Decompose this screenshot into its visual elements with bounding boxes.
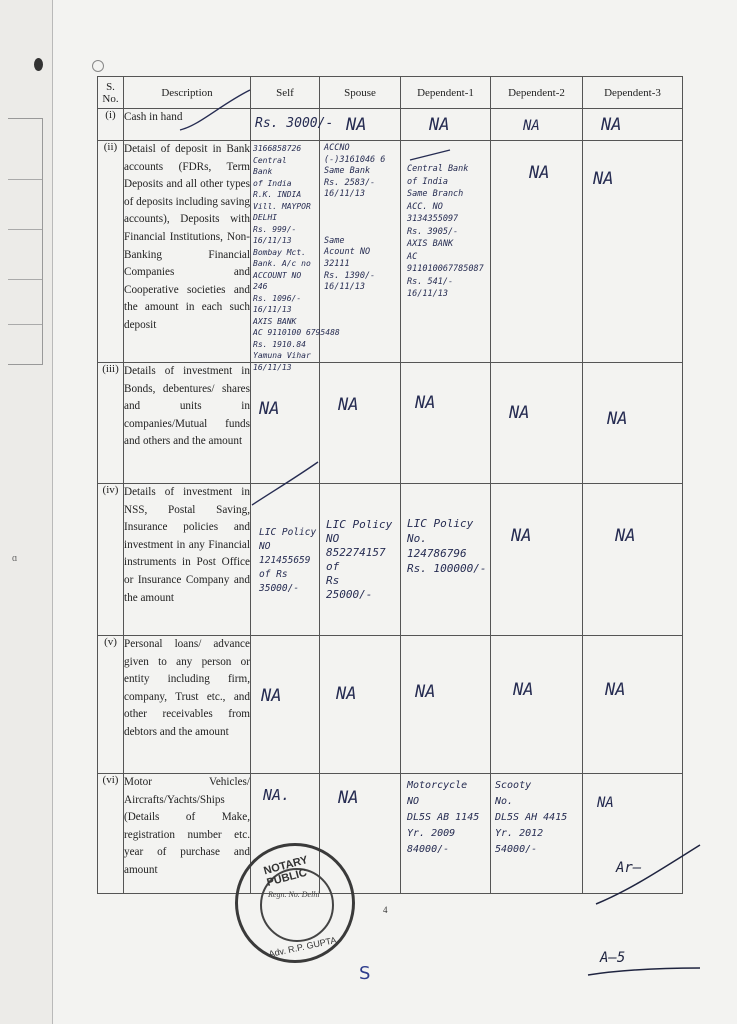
handwritten-value: NA bbox=[601, 115, 622, 135]
row-description: Motor Vehicles/ Aircrafts/Yachts/Ships (Details of Make, registration number etc. year of purchase and amount bbox=[124, 774, 251, 894]
row-sno: (iii) bbox=[98, 363, 124, 484]
handwritten-value: NA bbox=[511, 526, 532, 546]
row-sno: (i) bbox=[98, 109, 124, 141]
notary-stamp bbox=[235, 843, 355, 963]
handwritten-value: NA bbox=[338, 788, 359, 808]
handwritten-value: Motorcycle NO DL5S AB 1145 Yr. 2009 84000/- bbox=[407, 780, 480, 855]
stamp-title: NOTARY PUBLIC bbox=[262, 854, 309, 889]
handwritten-value: NA bbox=[415, 393, 436, 413]
row-description: Detaisl of deposit in Bank accounts (FDRs, Term Deposits and all other types of deposits including saving accounts), Deposits with Financial Institutions, Non-Banking Financial Companies and Cooperative societies and the amount in each such deposit bbox=[124, 141, 251, 363]
handwritten-value: NA bbox=[338, 395, 359, 415]
handwritten-value: ACCNO (-)3161046 6 Same Bank Rs. 2583/- 16/11/13 Same Acount NO 32111 Rs. 1390/- 16/11/13 bbox=[324, 143, 386, 293]
header-sno: S. No. bbox=[98, 77, 124, 109]
handwritten-value: NA bbox=[261, 686, 282, 706]
row-description: Personal loans/ advance given to any person or entity including firm, company, Trust etc., and other receivables from debtors and the amount bbox=[124, 636, 251, 774]
handwritten-page-mark: S bbox=[359, 963, 371, 984]
header-description: Description bbox=[124, 77, 251, 109]
stamp-name: Adv. R.P. GUPTA bbox=[267, 934, 338, 960]
header-dependent-2: Dependent-2 bbox=[491, 77, 583, 109]
signature: A—5 bbox=[600, 950, 626, 966]
row-sno: (vi) bbox=[98, 774, 124, 894]
handwritten-value: NA bbox=[336, 684, 357, 704]
handwritten-value: LIC Policy NO 852274157 of Rs 25000/- bbox=[326, 518, 393, 601]
handwritten-value: LIC Policy No. 124786796 Rs. 100000/- bbox=[407, 517, 487, 575]
header-spouse: Spouse bbox=[320, 77, 401, 109]
handwritten-value: 3166858726 Central Bank of India R.K. INDIA Vill. MAYPOR DELHI Rs. 999/- 16/11/13 Bombay Mct. Bank. A/c no ACCOUNT NO 246 Rs. 1096/- 16/11/13 AXIS BANK AC 9110100 6795488 Rs. 1910.84 Yamuna Vihar 16/11/13 bbox=[253, 144, 340, 372]
handwritten-value: NA bbox=[597, 795, 614, 811]
handwritten-value: Rs. 3000/- bbox=[255, 116, 334, 131]
handwritten-value: NA bbox=[429, 115, 450, 135]
handwritten-value: Central Bank of India Same Branch ACC. NO 3134355097 Rs. 3905/- AXIS BANK AC 911010067785087 Rs. 541/- 16/11/13 bbox=[407, 164, 484, 299]
header-dependent-3: Dependent-3 bbox=[583, 77, 683, 109]
page-number: 4 bbox=[383, 905, 388, 915]
handwritten-value: NA. bbox=[263, 786, 291, 804]
handwritten-value: NA bbox=[509, 403, 530, 423]
header-self: Self bbox=[251, 77, 320, 109]
handwritten-value: NA bbox=[605, 680, 626, 700]
row-description: Details of investment in Bonds, debentures/ shares and units in companies/Mutual funds and others and the amount bbox=[124, 363, 251, 484]
handwritten-value: NA bbox=[607, 409, 628, 429]
handwritten-value: LIC Policy NO 121455659 of Rs 35000/- bbox=[259, 527, 317, 594]
row-sno: (v) bbox=[98, 636, 124, 774]
row-description: Details of investment in NSS, Postal Saving, Insurance policies and investment in any Financial instruments in Post Office or Insurance Company and the amount bbox=[124, 484, 251, 636]
handwritten-value: NA bbox=[346, 115, 367, 135]
handwritten-value: NA bbox=[615, 526, 636, 546]
handwritten-value: NA bbox=[593, 169, 614, 189]
handwritten-value: NA bbox=[415, 682, 436, 702]
row-sno: (iv) bbox=[98, 484, 124, 636]
handwritten-value: NA bbox=[529, 163, 550, 183]
margin-mark: ɑ bbox=[12, 553, 18, 564]
handwritten-value: NA bbox=[259, 399, 280, 419]
handwritten-value: Scooty No. DL5S AH 4415 Yr. 2012 54000/- bbox=[495, 780, 568, 855]
header-dependent-1: Dependent-1 bbox=[401, 77, 491, 109]
stamp-inner-text: Regn. No. Delhi bbox=[268, 890, 320, 899]
handwritten-value: NA bbox=[523, 118, 540, 134]
row-sno: (ii) bbox=[98, 141, 124, 363]
signature: Ar— bbox=[616, 860, 642, 876]
row-description: Cash in hand bbox=[124, 109, 251, 141]
handwritten-value: NA bbox=[513, 680, 534, 700]
